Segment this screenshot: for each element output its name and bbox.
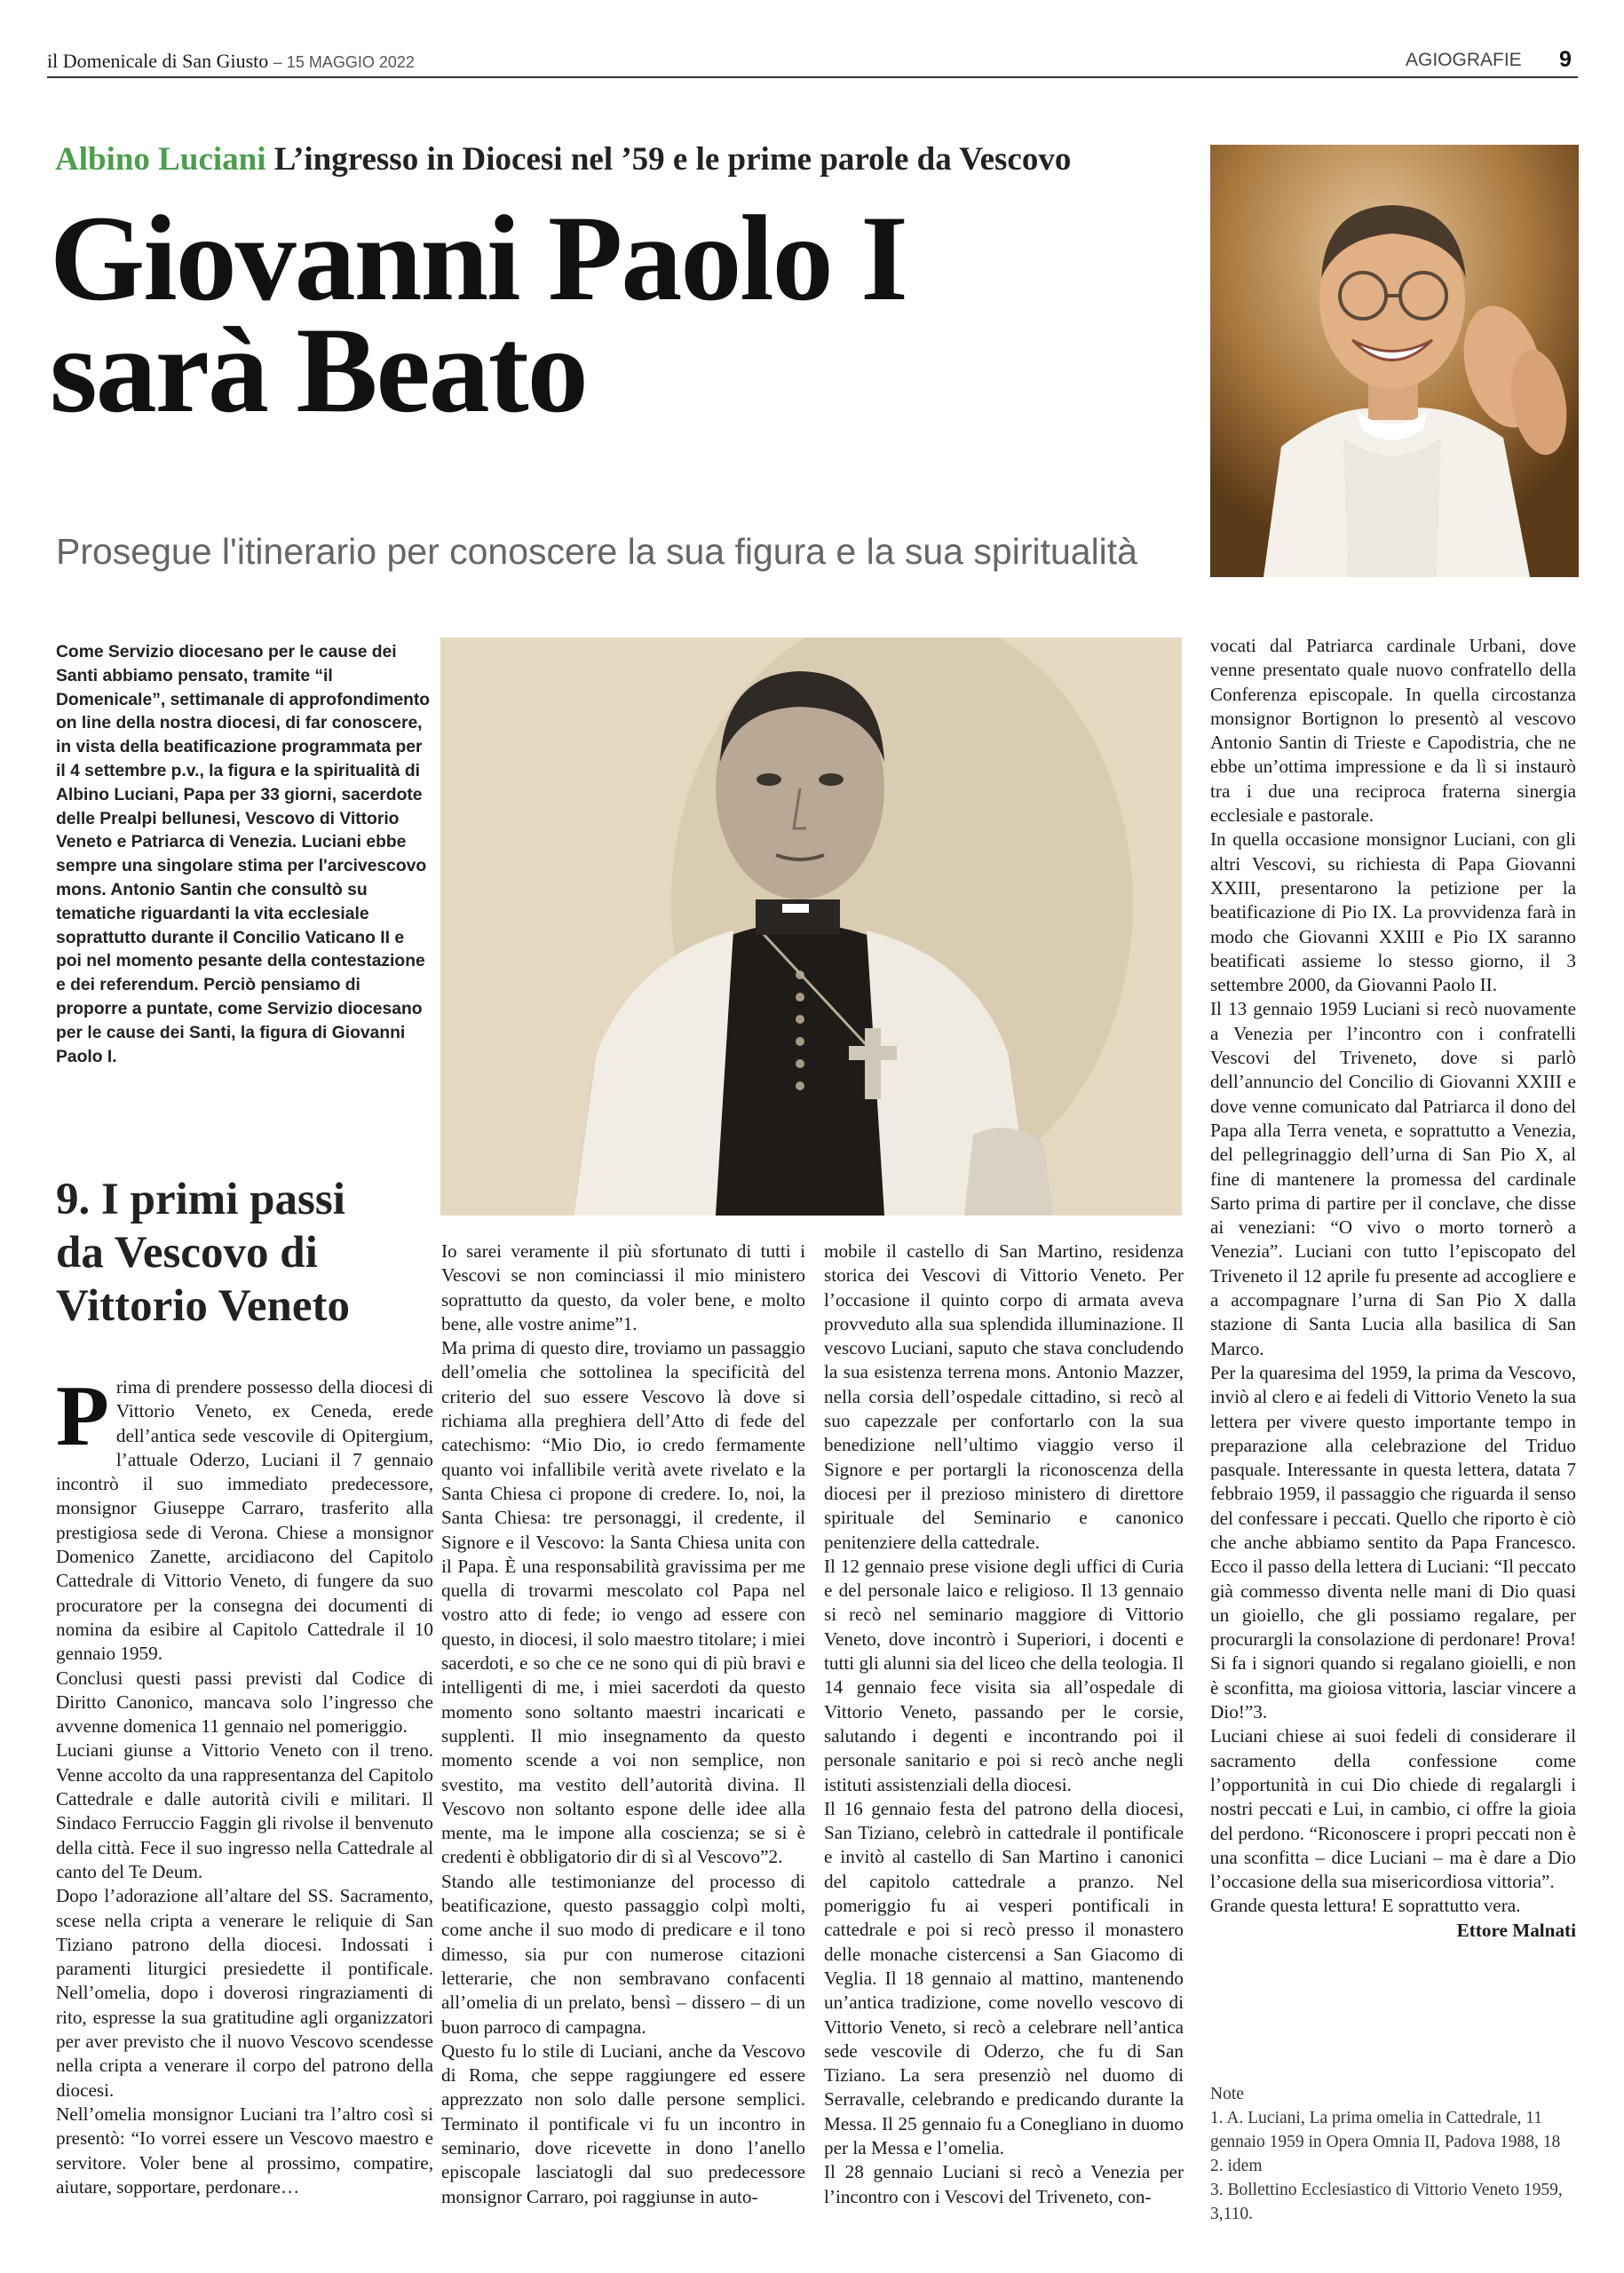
footnote-item: 1. A. Luciani, La prima omelia in Cattedrale, 11 gennaio 1959 in Opera Omnia II, Padova 1988, 18 bbox=[1210, 2109, 1561, 2151]
footnote-item: 2. idem bbox=[1210, 2157, 1263, 2175]
body-paragraph: Il 12 gennaio prese visione degli uffici di Curia e del personale laico e religioso. Il 13 gennaio si recò nel seminario maggiore di Vittorio Veneto, dove incontrò i Superiori, i docenti e tutti gli alunni sia del liceo che della teologia. Il 14 gennaio fece visita sia all’ospedale di Vittorio Veneto, passando per le corsie, salutando i degenti e incontrando poi il personale sanitario e poi si recò anche negli istituti assistenziali della diocesi. bbox=[824, 1555, 1184, 1795]
footnotes bbox=[1210, 2082, 1576, 2226]
body-paragraph: vocati dal Patriarca cardinale Urbani, dove venne presentato quale nuovo confratello della Conferenza episcopale. In quella circostanza monsignor Bortignon lo presentò al vescovo Antonio Santin di Trieste e Capodistria, che ne ebbe un’ottima impressione e da lì si instaurò tra i due una reciproca fraterna sinergia ecclesiale e pastorale. bbox=[1210, 635, 1576, 827]
body-paragraph: Nell’omelia monsignor Luciani tra l’altro così si presentò: “Io vorrei essere un Vescovo maestro e servitore. Voler bene al prossimo, compatire, aiutare, sopportare, perdonare… bbox=[56, 2103, 433, 2198]
body-paragraph: Conclusi questi passi previsti dal Codice di Diritto Canonico, mancava solo l’ingresso che avvenne domenica 11 gennaio nel pomeriggio. bbox=[56, 1667, 433, 1738]
body-column-4 bbox=[1210, 634, 1576, 1943]
pope-photo bbox=[1210, 145, 1579, 577]
running-header bbox=[47, 50, 415, 73]
bishop-portrait-photo bbox=[440, 638, 1182, 1216]
headline bbox=[50, 190, 907, 438]
section-heading-line-1: 9. I primi passi bbox=[56, 1175, 345, 1224]
issue-date: – 15 MAGGIO 2022 bbox=[273, 53, 415, 71]
notes-heading: Note bbox=[1210, 2085, 1244, 2103]
body-paragraph: In quella occasione monsignor Luciani, con gli altri Vescovi, su richiesta di Papa Giovanni XXIII, presentarono la petizione per la beatificazione di Pio IX. La provvidenza farà in modo che Giovanni XXIII e Pio IX saranno beatificati assieme lo stesso giorno, il 3 settembre 2000, da Giovanni Paolo II. bbox=[1210, 828, 1576, 996]
body-paragraph: Io sarei veramente il più sfortunato di tutti i Vescovi se non cominciassi il mio ministero soprattutto da questo, da voler bene, e molto bene, alle vostre anime”1. bbox=[441, 1240, 805, 1334]
bishop-portrait-illustration bbox=[440, 638, 1182, 1216]
body-paragraph: Per la quaresima del 1959, la prima da Vescovo, inviò al clero e ai fedeli di Vittorio Veneto la sua lettera per vivere questo importante tempo in preparazione alla celebrazione del Triduo pasquale. Interessante in questa lettera, datata 7 febbraio 1959, il passaggio che riguarda il senso del confessare i peccati. Quello che riporto è ciò che anche abbiamo sentito da Papa Francesco. Ecco il passo della lettera di Luciani: “Il peccato già commesso diventa nelle mani di Dio quasi un gioiello, che gli possiamo regalare, per procurargli la consolazione di perdonare! Prova! Si fa i signori quando si regalano gioielli, e non è sconfitta, ma gioiosa vittoria, lasciar vincere a Dio!”3. bbox=[1210, 1361, 1576, 1723]
page-number: 9 bbox=[1559, 47, 1572, 72]
headline-line-1: Giovanni Paolo I bbox=[50, 190, 907, 326]
section-heading bbox=[56, 1173, 429, 1333]
body-paragraph: Ma prima di questo dire, troviamo un passaggio dell’omelia che sottolinea la specificità del criterio del suo essere Vescovo là dove si richiama alla preghiera dell’Atto di fede del catechismo: “Mio Dio, io credo fermamente quanto voi infallibile verità avete rivelato e la Santa Chiesa ci propone di credere. Io, noi, la Santa Chiesa: tre personaggi, il credente, il Signore e il Vescovo: la Santa Chiesa unita con il Papa. È una responsabilità gravissima per me quella di trovarmi mescolato col Papa nel vostro atto di fede; io vengo ad essere con questo, in diocesi, il solo maestro titolare; i miei sacerdoti, e so che ce ne sono qui di più bravi e intelligenti di me, i miei sacerdoti da questo momento sono soltanto maestri incaricati e supplenti. Il mio insegnamento da questo momento scende a voi non semplice, non svestito, ma vestito dell’autorità divina. Il Vescovo non soltanto espone delle idee alla mente, ma le impone alla coscienza; se si è credenti è obbligatorio dir di sì al Vescovo”2. bbox=[441, 1337, 805, 1868]
section-label: AGIOGRAFIE bbox=[1406, 50, 1522, 70]
body-paragraph: Dopo l’adorazione all’altare del SS. Sacramento, scese nella cripta a venerare le reliquie di San Tiziano patrono della diocesi. Indossati i paramenti liturgici presiedette il pontificale. Nell’omelia, dopo i doverosi ringraziamenti di rito, espresse la sua gratitudine agli organizzatori per aver previsto che il nuovo Vescovo scendesse nella cripta a venerare il corpo del patrono della diocesi. bbox=[56, 1885, 433, 2101]
body-column-2 bbox=[441, 1239, 805, 2209]
intro-paragraph: Come Servizio diocesano per le cause dei Santi abbiamo pensato, tramite “il Domenicale”, settimanale di approfondimento on line della nostra diocesi, di far conoscere, in vista della beatificazione programmata per il 4 settembre p.v., la figura e la spiritualità di Albino Luciani, Papa per 33 giorni, sacerdote delle Prealpi bellunesi, Vescovo di Vittorio Veneto e Patriarca di Venezia. Luciani ebbe sempre una singolare stima per l'arcivescovo mons. Antonio Santin che consultò su tematiche riguardanti la vita ecclesiale soprattutto durante il Concilio Vaticano II e poi nel momento pesante della contestazione e dei referendum. Perciò pensiamo di proporre a puntate, come Servizio diocesano per le cause dei Santi, la figura di Giovanni Paolo I. bbox=[56, 643, 431, 1066]
body-column-3 bbox=[824, 1239, 1184, 2209]
body-paragraph: Prima di prendere possesso della diocesi di Vittorio Veneto, ex Ceneda, erede dell’antica sede vescovile di Opitergium, l’attuale Oderzo, Luciani il 7 gennaio incontrò il suo immediato predecessore, monsignor Giuseppe Carraro, trasferito alla prestigiosa sede di Verona. Chiese a monsignor Domenico Zanette, arcidiacono del Capitolo Cattedrale di Vittorio Veneto, di fungere da suo procuratore per la consegna dei documenti di nomina da esibire al Capitolo Cattedrale il 10 gennaio 1959. bbox=[56, 1368, 433, 1665]
pope-photo-illustration bbox=[1210, 145, 1579, 577]
body-paragraph: Luciani chiese ai suoi fedeli di considerare il sacramento della confessione come l’opportunità in cui Dio chiede di regalargli i nostri peccati e Lui, in cambio, ci offre la gioia del perdono. “Riconoscere i propri peccati non è una sconfitta – dice Luciani – ma è dare a Dio l’occasione della sua misericordiosa vittoria”. bbox=[1210, 1725, 1576, 1893]
body-paragraph: Questo fu lo stile di Luciani, anche da Vescovo di Roma, che seppe raggiungere ed essere apprezzato non solo dalle persone semplici. Terminato il pontificale vi fu un incontro in seminario, dove ricevette in dono l’anello episcopale lasciatogli dal suo predecessore monsignor Carraro, poi raggiunse in auto- bbox=[441, 2039, 805, 2207]
headline-line-2: sarà Beato bbox=[50, 302, 587, 438]
body-paragraph: Stando alle testimonianze del processo di beatificazione, questo passaggio colpì molti, come anche il suo modo di predicare e il tono dimesso, sia pur con numerose citazioni letterarie, che non sembravano confacenti all’omelia di un prelato, bensì – dissero – di un buon parroco di campagna. bbox=[441, 1870, 805, 2038]
body-paragraph: Il 16 gennaio festa del patrono della diocesi, San Tiziano, celebrò in cattedrale il pontificale e invitò al castello di San Martino i canonici del capitolo cattedrale a pranzo. Nel pomeriggio fu ai vesperi pontificali in cattedrale e poi si recò presso il monastero delle monache cistercensi a San Giacomo di Veglia. Il 18 gennaio al mattino, mantenendo un’antica tradizione, come novello vescovo di Vittorio Veneto, si recò a celebrare nell’antica sede vescovile di Oderzo, che fu di San Tiziano. La sera presenziò nel duomo di Serravalle, celebrando e predicando durante la Messa. Il 25 gennaio fu a Conegliano in duomo per la Messa e l’omelia. bbox=[824, 1797, 1184, 2158]
kicker-name: Albino Luciani bbox=[55, 141, 266, 178]
body-paragraph: Grande questa lettura! E soprattutto vera. bbox=[1210, 1895, 1521, 1917]
kicker-text: L’ingresso in Diocesi nel ’59 e le prime parole da Vescovo bbox=[265, 141, 1072, 178]
body-paragraph: Luciani giunse a Vittorio Veneto con il treno. Venne accolto da una rappresentanza del Capitolo Cattedrale e dalle autorità civili e militari. Il Sindaco Ferruccio Faggin gli rivolse il benvenuto della città. Fece il suo ingresso nella Cattedrale al canto del Te Deum. bbox=[56, 1739, 433, 1882]
drop-cap: P bbox=[56, 1368, 109, 1464]
header-rule bbox=[47, 76, 1578, 78]
section-heading-line-3: Vittorio Veneto bbox=[56, 1281, 350, 1331]
body-column-1 bbox=[56, 1368, 433, 2199]
publication-name: il Domenicale di San Giusto bbox=[47, 50, 269, 72]
footnote-item: 3. Bollettino Ecclesiastico di Vittorio Veneto 1959, 3,110. bbox=[1210, 2181, 1563, 2223]
subtitle: Prosegue l'itinerario per conoscere la sua figura e la sua spiritualità bbox=[56, 531, 1137, 572]
kicker bbox=[55, 140, 1071, 178]
section-heading-line-2: da Vescovo di bbox=[56, 1228, 318, 1278]
body-paragraph: Il 13 gennaio 1959 Luciani si recò nuovamente a Venezia per l’incontro con i confratelli Vescovi del Triveneto, dove si parlò dell’annuncio del Concilio di Giovanni XXIII e dove venne comunicato dal Patriarca il dono del Papa alla Terra veneta, e soprattutto a Venezia, del pellegrinaggio dell’urna di San Pio X, al fine di mantenere la promessa del cardinale Sarto prima di partire per il conclave, che disse ai veneziani: “O vivo o morto tornerò a Venezia”. Luciani con tutto l’episcopato del Triveneto il 12 aprile fu presente ad accogliere e a accompagnare l’urna di San Pio X dalla stazione di Santa Lucia alla basilica di San Marco. bbox=[1210, 998, 1576, 1359]
body-paragraph: mobile il castello di San Martino, residenza storica dei Vescovi di Vittorio Veneto. Per l’occasione il quinto corpo di armata aveva provveduto alla sua splendida illuminazione. Il vescovo Luciani, saputo che stava concludendo la sua esistenza terrena mons. Antonio Mazzer, nella corsia dell’ospedale cittadino, si recò al suo capezzale per confortarlo con la sua benedizione nell’ultimo viaggio verso il Signore e per portargli la riconoscenza della diocesi per il prezioso ministero di direttore spirituale del Seminario e canonico penitenziere della cattedrale. bbox=[824, 1240, 1184, 1553]
body-paragraph: Il 28 gennaio Luciani si recò a Venezia per l’incontro con i Vescovi del Triveneto, con- bbox=[824, 2161, 1184, 2207]
author-signature: Ettore Malnati bbox=[1456, 1919, 1576, 1941]
